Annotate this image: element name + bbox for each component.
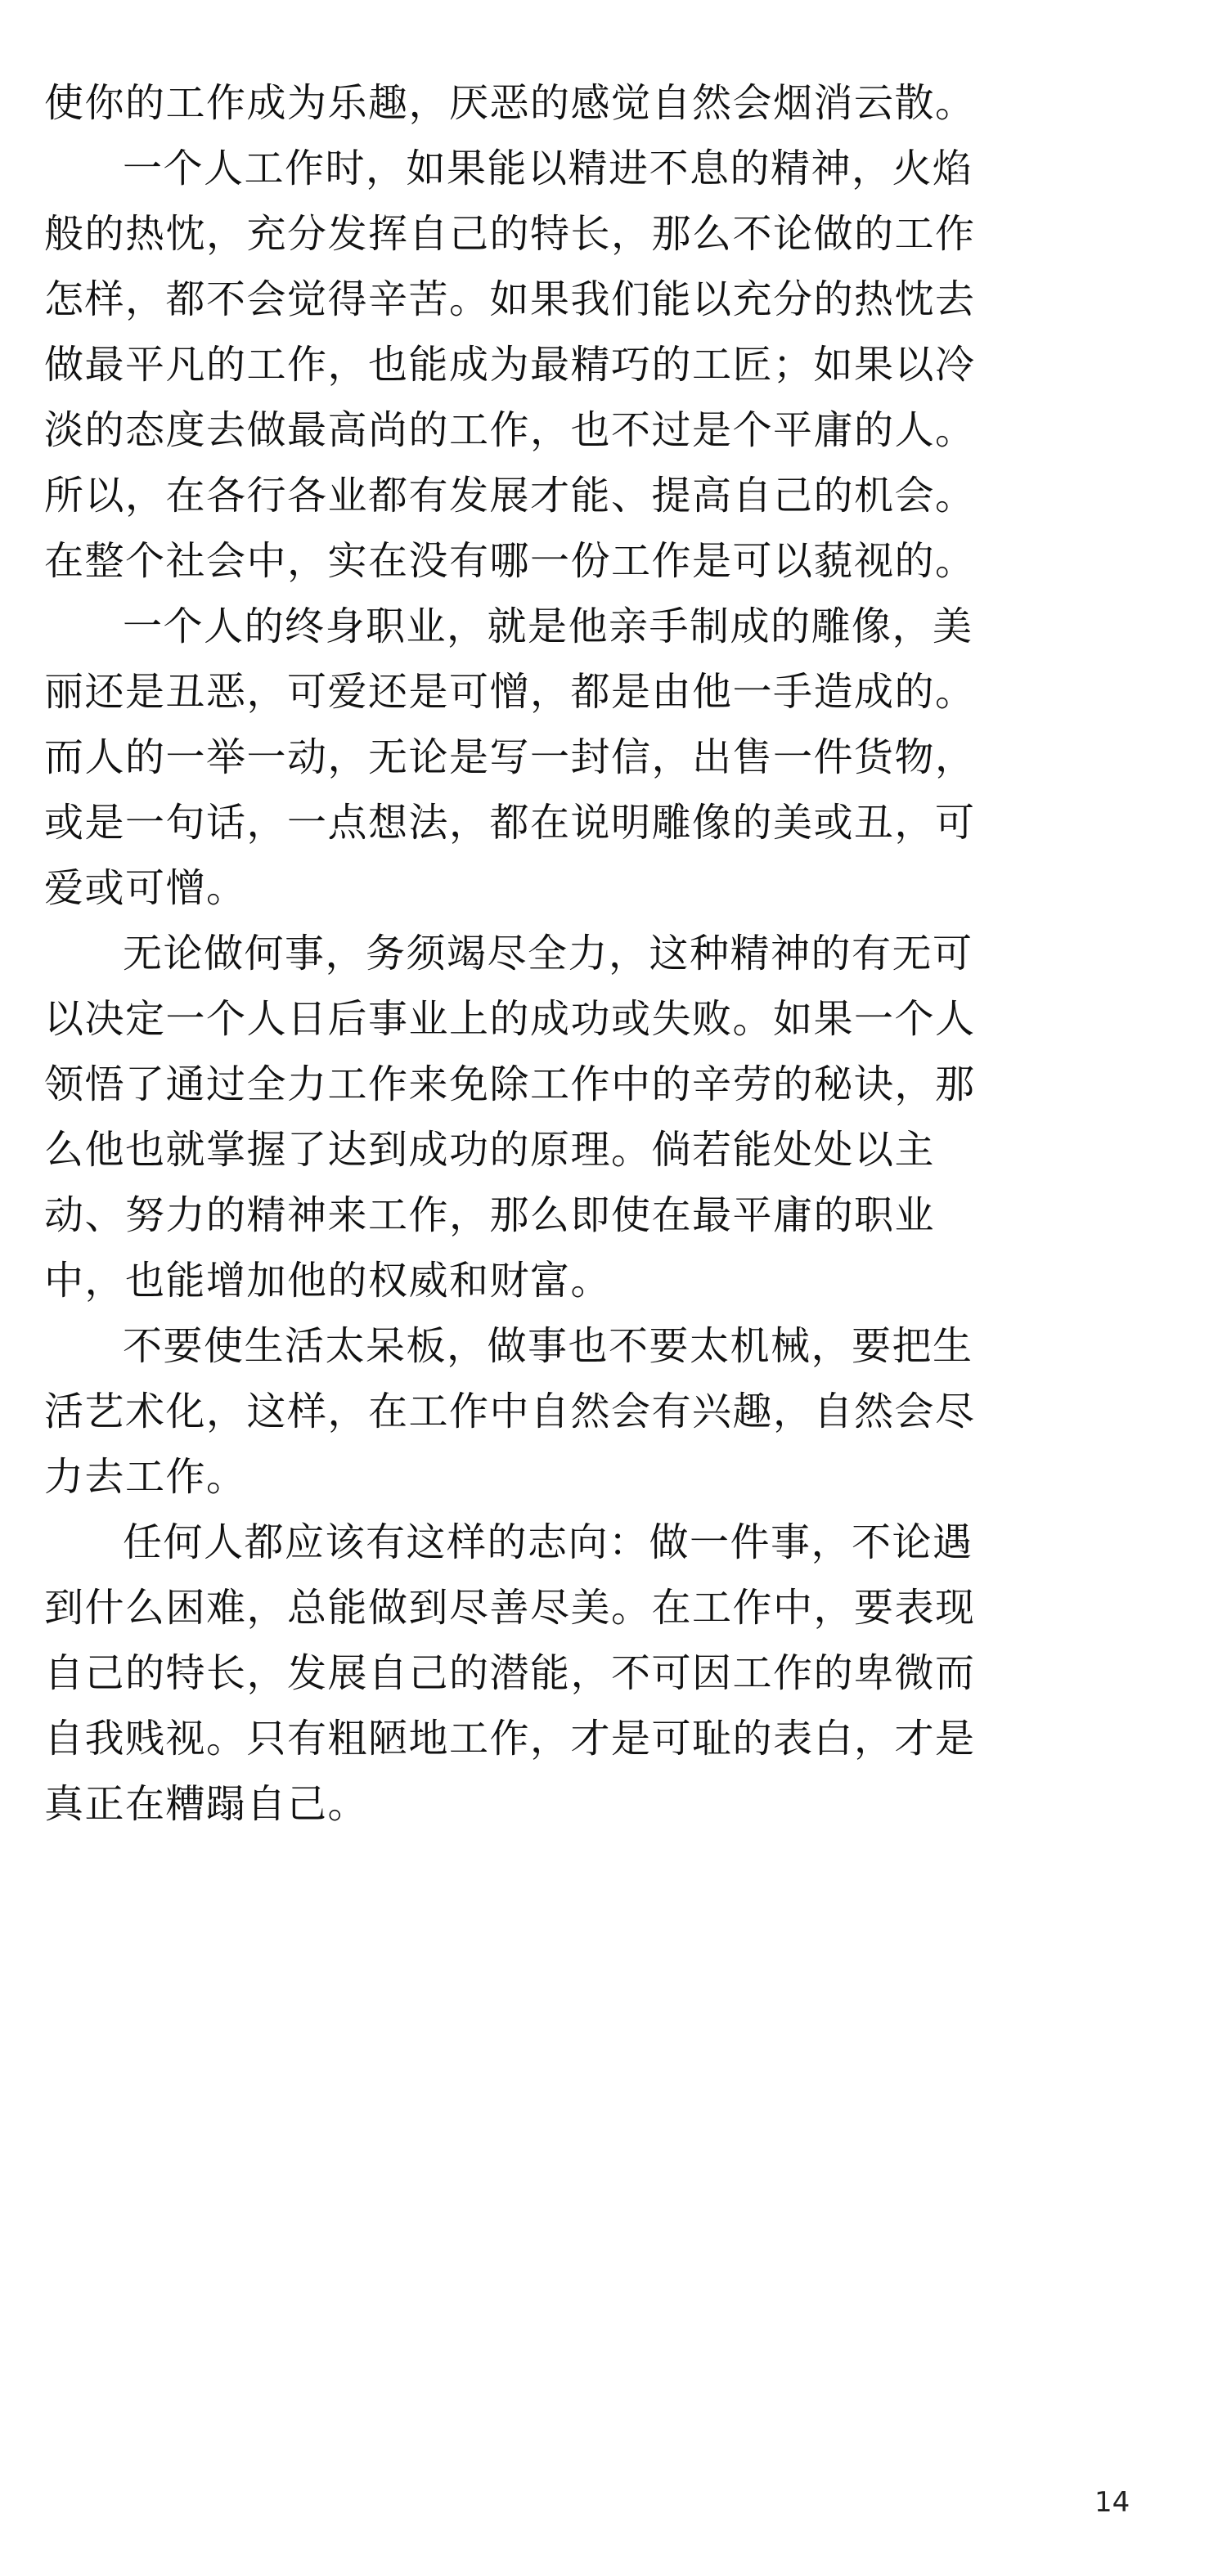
text-line: 在整个社会中，实在没有哪一份工作是可以藐视的。 (44, 538, 976, 584)
text-line: 所以，在各行各业都有发展才能、提高自己的机会。 (44, 473, 976, 518)
text-line: 而人的一举一动，无论是写一封信，出售一件货物， (44, 734, 976, 780)
text-line: 中，也能增加他的权威和财富。 (44, 1258, 612, 1304)
text-line: 么他也就掌握了达到成功的原理。倘若能处处以主 (44, 1127, 936, 1173)
text-line: 以决定一个人日后事业上的成功或失败。如果一个人 (44, 996, 976, 1042)
text-line: 怎样，都不会觉得辛苦。如果我们能以充分的热忱去 (44, 276, 976, 322)
text-line: 自我贱视。只有粗陋地工作，才是可耻的表白，才是 (44, 1716, 976, 1761)
body-text (44, 70, 1026, 1837)
text-line: 或是一句话，一点想法，都在说明雕像的美或丑，可 (44, 800, 976, 846)
text-line: 一个人的终身职业，就是他亲手制成的雕像，美 (123, 604, 973, 649)
text-line: 一个人工作时，如果能以精进不息的精神，火焰 (123, 146, 973, 191)
text-line: 自己的特长，发展自己的潜能，不可因工作的卑微而 (44, 1650, 976, 1696)
text-line: 任何人都应该有这样的志向：做一件事，不论遇 (123, 1519, 973, 1565)
text-line: 到什么困难，总能做到尽善尽美。在工作中，要表现 (44, 1585, 976, 1631)
text-line: 无论做何事，务须竭尽全力，这种精神的有无可 (123, 931, 973, 976)
text-line: 领悟了通过全力工作来免除工作中的辛劳的秘诀，那 (44, 1061, 976, 1107)
text-line: 爱或可憎。 (44, 865, 247, 911)
text-line: 使你的工作成为乐趣，厌恶的感觉自然会烟消云散。 (44, 80, 976, 126)
text-line: 力去工作。 (44, 1454, 247, 1500)
text-line: 般的热忱，充分发挥自己的特长，那么不论做的工作 (44, 211, 976, 257)
text-line: 真正在糟蹋自己。 (44, 1781, 369, 1827)
text-line: 丽还是丑恶，可爱还是可憎，都是由他一手造成的。 (44, 669, 976, 715)
text-line: 活艺术化，这样，在工作中自然会有兴趣，自然会尽 (44, 1389, 976, 1434)
text-line: 做最平凡的工作，也能成为最精巧的工匠；如果以冷 (44, 342, 976, 388)
text-line: 淡的态度去做最高尚的工作，也不过是个平庸的人。 (44, 407, 976, 453)
text-line: 动、努力的精神来工作，那么即使在最平庸的职业 (44, 1192, 936, 1238)
page-number: 14 (1094, 2486, 1130, 2519)
text-line: 不要使生活太呆板，做事也不要太机械，要把生 (123, 1323, 973, 1369)
